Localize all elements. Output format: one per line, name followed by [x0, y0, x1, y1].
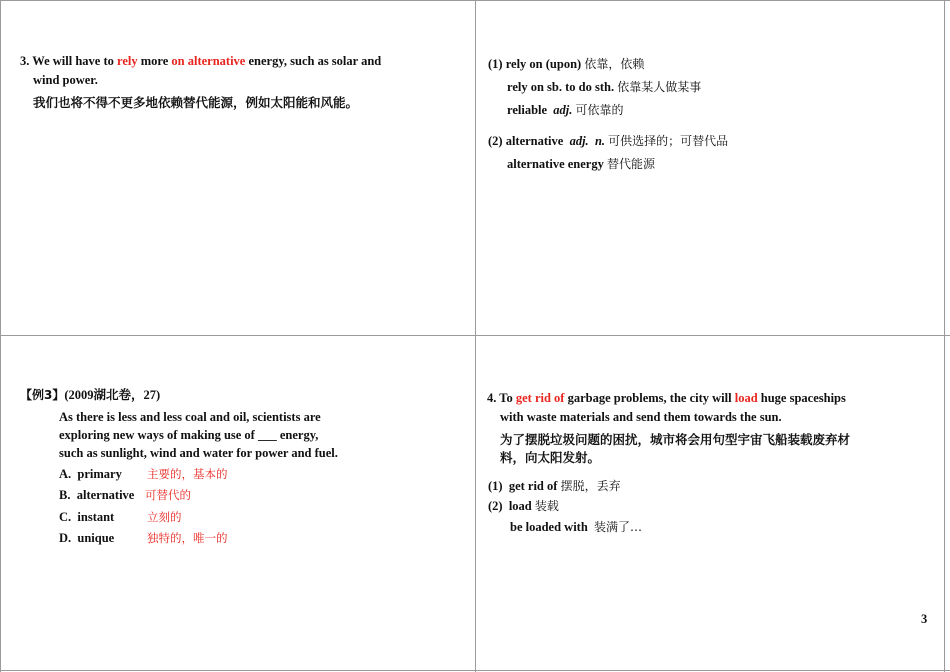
- divider-vertical-right: [944, 0, 945, 672]
- divider-vertical-left: [0, 0, 1, 672]
- note-1b: rely on sb. to do sth. 依靠某人做某事: [507, 80, 702, 94]
- option-d-translation: 独特的，唯一的: [147, 531, 228, 545]
- option-a: A. primary: [59, 467, 122, 481]
- example-line-1: As there is less and less coal and oil, scientists are: [59, 410, 321, 424]
- sentence-4-translation-2: 料，向太阳发射。: [500, 450, 601, 465]
- page-number: 3: [921, 612, 928, 626]
- option-b-translation: 可替代的: [145, 488, 191, 502]
- option-c: C. instant: [59, 510, 115, 524]
- divider-horizontal-top: [0, 0, 950, 1]
- sentence-3-line-2: wind power.: [33, 73, 98, 87]
- note-2b: alternative energy 替代能源: [507, 157, 655, 171]
- note-4-2b: be loaded with 装满了…: [510, 520, 643, 534]
- sentence-number: 3.: [20, 54, 30, 68]
- example-line-2: exploring new ways of making use of ___ energy,: [59, 428, 319, 442]
- note-1: (1) rely on (upon) 依靠，依赖: [488, 57, 645, 71]
- divider-vertical-center: [475, 0, 476, 672]
- option-d: D. unique: [59, 531, 115, 545]
- note-4-1: (1) get rid of 摆脱，丢弃: [488, 479, 621, 493]
- sentence-4-line-2: with waste materials and send them towards the sun.: [500, 410, 782, 424]
- sentence-3-line-1: 3. We will have to rely more on alternative energy, such as solar and: [20, 54, 382, 68]
- highlight-get-rid-of: get rid of: [515, 391, 565, 405]
- example-tag: 【例3】: [20, 388, 65, 402]
- highlight-rely: rely: [117, 54, 138, 68]
- sentence-4-line-1: 4. To get rid of garbage problems, the city will load huge spaceships: [487, 391, 846, 405]
- note-2: (2) alternative adj. n. 可供选择的；可替代品: [488, 134, 729, 148]
- sentence-number: 4.: [487, 391, 497, 405]
- note-4-2: (2) load 装载: [488, 499, 559, 513]
- example-line-3: such as sunlight, wind and water for power and fuel.: [59, 446, 338, 460]
- example-header: [20, 386, 160, 404]
- divider-horizontal-middle: [0, 335, 950, 336]
- option-b: B. alternative: [59, 488, 135, 502]
- sentence-4-translation-1: 为了摆脱垃圾问题的困扰，城市将会用句型宇宙飞船装载废弃材: [500, 432, 851, 447]
- highlight-on-alternative: on alternative: [171, 54, 246, 68]
- option-c-translation: 立刻的: [147, 510, 182, 524]
- example-source: (2009湖北卷，27): [64, 388, 161, 402]
- note-1c: reliable adj. 可依靠的: [507, 103, 624, 117]
- option-a-translation: 主要的，基本的: [147, 467, 228, 481]
- divider-horizontal-bottom: [0, 670, 950, 671]
- highlight-load: load: [734, 391, 758, 405]
- sentence-3-translation: 我们也将不得不更多地依赖替代能源，例如太阳能和风能。: [33, 95, 359, 110]
